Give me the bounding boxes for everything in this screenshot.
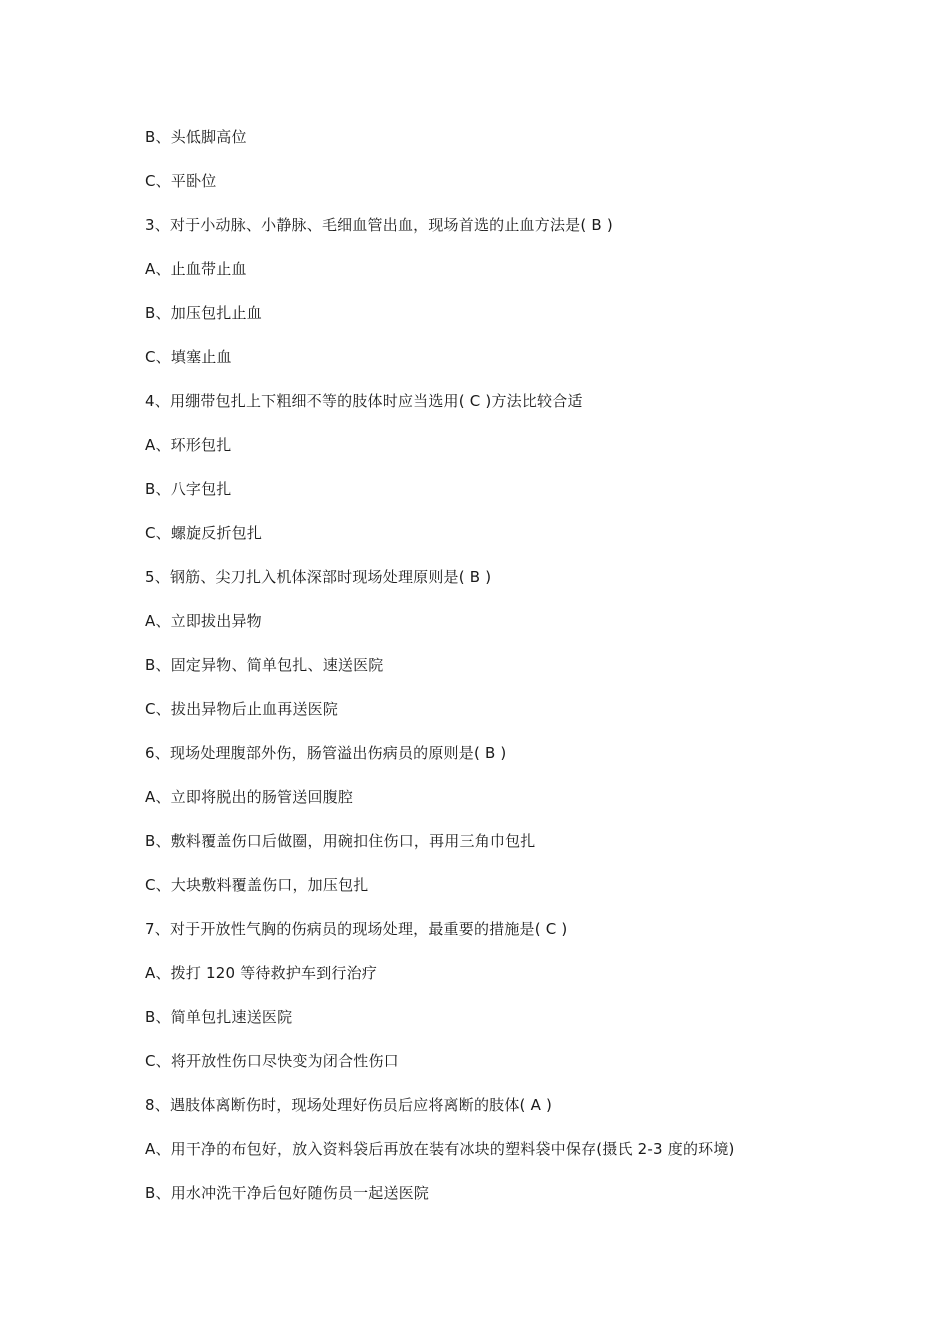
option-line: B、用水冲洗干净后包好随伤员一起送医院 bbox=[145, 1184, 430, 1202]
question-line: 5、钢筋、尖刀扎入机体深部时现场处理原则是( B ) bbox=[145, 568, 492, 586]
option-line: B、简单包扎速送医院 bbox=[145, 1008, 293, 1026]
option-line: B、固定异物、简单包扎、速送医院 bbox=[145, 656, 384, 674]
option-line: A、止血带止血 bbox=[145, 260, 247, 278]
question-line: 6、现场处理腹部外伤，肠管溢出伤病员的原则是( B ) bbox=[145, 744, 507, 762]
question-line: 3、对于小动脉、小静脉、毛细血管出血，现场首选的止血方法是( B ) bbox=[145, 216, 613, 234]
option-line: A、立即将脱出的肠管送回腹腔 bbox=[145, 788, 354, 806]
option-line: A、拨打 120 等待救护车到行治疗 bbox=[145, 964, 378, 982]
option-line: A、用干净的布包好，放入资料袋后再放在装有冰块的塑料袋中保存(摄氏 2-3 度的环境) bbox=[145, 1140, 735, 1158]
option-line: C、将开放性伤口尽快变为闭合性伤口 bbox=[145, 1052, 399, 1070]
question-line: 4、用绷带包扎上下粗细不等的肢体时应当选用( C )方法比较合适 bbox=[145, 392, 583, 410]
document-body bbox=[145, 124, 905, 1224]
option-line: C、平卧位 bbox=[145, 172, 217, 190]
question-line: 7、对于开放性气胸的伤病员的现场处理，最重要的措施是( C ) bbox=[145, 920, 568, 938]
question-line: 8、遇肢体离断伤时，现场处理好伤员后应将离断的肢体( A ) bbox=[145, 1096, 553, 1114]
option-line: B、加压包扎止血 bbox=[145, 304, 262, 322]
option-line: C、大块敷料覆盖伤口，加压包扎 bbox=[145, 876, 369, 894]
option-line: A、立即拔出异物 bbox=[145, 612, 262, 630]
option-line: C、拔出异物后止血再送医院 bbox=[145, 700, 339, 718]
option-line: B、敷料覆盖伤口后做圈，用碗扣住伤口，再用三角巾包扎 bbox=[145, 832, 536, 850]
option-line: C、螺旋反折包扎 bbox=[145, 524, 263, 542]
option-line: B、头低脚高位 bbox=[145, 128, 247, 146]
option-line: B、八字包扎 bbox=[145, 480, 232, 498]
option-line: C、填塞止血 bbox=[145, 348, 232, 366]
option-line: A、环形包扎 bbox=[145, 436, 232, 454]
